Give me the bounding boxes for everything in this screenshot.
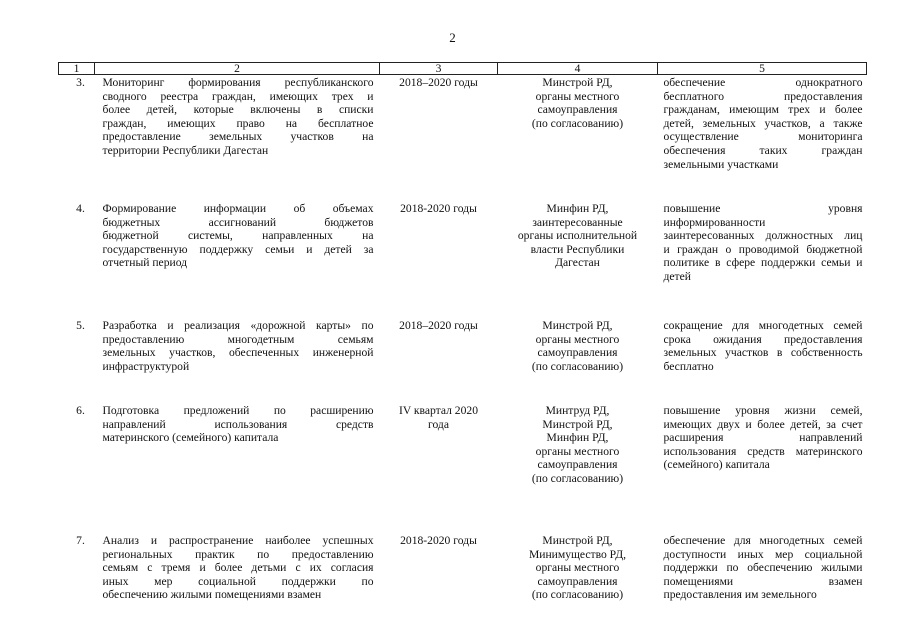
text-line: территории Республики Дагестан [102, 143, 269, 157]
text-line: бюджетной системы, направленных на [102, 229, 374, 243]
row-number: 6. [76, 404, 85, 417]
text-line: заинтересованных должностных лиц [663, 229, 863, 243]
text-line: бюджетных ассигнований бюджетов [102, 215, 374, 229]
text-line: иных мер социальной поддержки по [102, 574, 374, 588]
text-line: расширения направлений [663, 431, 863, 445]
text-line: органы местного [535, 332, 620, 346]
text-line: Подготовка предложений по расширению [102, 404, 374, 417]
column-header: 1 [59, 63, 95, 75]
text-line: обеспечение для многодетных семей [663, 534, 863, 547]
text-line: Мониторинг формирования республиканского [102, 76, 374, 89]
text-line: бесплатного предоставления [663, 89, 863, 103]
measure-description [95, 190, 380, 307]
text-line: (по согласованию) [531, 359, 624, 373]
text-line: отчетный период [102, 256, 188, 270]
text-line: гражданам, имеющим трех и более [663, 103, 863, 117]
column-header: 4 [498, 63, 658, 75]
text-line: IV квартал 2020 [399, 404, 478, 417]
text-line: направлений использования средств [102, 417, 374, 431]
text-line: самоуправления [537, 574, 618, 588]
expected-result [658, 75, 867, 191]
text-line: органы местного [535, 444, 620, 458]
text-line: детей [663, 269, 691, 283]
text-line: доступности иных мер социальной [663, 547, 863, 561]
table-row [59, 522, 867, 618]
text-line: более детей, которые включены в списки [102, 103, 374, 117]
text-line: материнского (семейного) капитала [102, 431, 279, 445]
implementation-period [380, 522, 498, 618]
text-line: года [428, 417, 449, 431]
text-line: Дагестан [555, 256, 600, 270]
implementation-period [380, 307, 498, 392]
text-line: осуществление мониторинга [663, 130, 863, 144]
table-row [59, 190, 867, 307]
text-line: 2018-2020 годы [400, 202, 477, 215]
row-number: 3. [76, 76, 85, 89]
text-line: (по согласованию) [531, 471, 624, 485]
text-line: заинтересованные [532, 215, 623, 229]
text-line: Минстрой РД, [542, 319, 613, 332]
text-line: сводного реестра граждан, имеющих трех и [102, 89, 374, 103]
text-line: имеющих двух и более детей, за счет [663, 417, 863, 431]
measure-description [95, 392, 380, 522]
text-line: земельных участков в собственность [663, 346, 863, 360]
text-line: органы исполнительной [517, 229, 638, 243]
text-line: самоуправления [537, 458, 618, 472]
responsible-executors [498, 392, 658, 522]
table-row [59, 392, 867, 522]
text-line: 2018–2020 годы [399, 76, 478, 89]
text-line: региональных практик по предоставлению [102, 547, 374, 561]
measure-description [95, 307, 380, 392]
text-line: предоставления им земельного [663, 588, 817, 602]
text-line: повышение уровня жизни семей, [663, 404, 863, 417]
text-line: Минстрой РД, [542, 417, 613, 431]
text-line: Минфин РД, [546, 431, 609, 445]
expected-result [658, 392, 867, 522]
text-line: и граждан о проводимой бюджетной [663, 242, 863, 256]
text-line: использования средств материнского [663, 444, 863, 458]
implementation-period [380, 392, 498, 522]
column-header: 5 [658, 63, 867, 75]
text-line: предоставление земельных участков на [102, 130, 374, 144]
text-line: органы местного [535, 89, 620, 103]
table-row [59, 75, 867, 191]
text-line: Минфин РД, [546, 202, 609, 215]
expected-result [658, 307, 867, 392]
implementation-period [380, 190, 498, 307]
text-line: самоуправления [537, 103, 618, 117]
text-line: земельных участков, обеспеченных инженерной [102, 346, 374, 360]
text-line: граждан, имеющих право на бесплатное [102, 116, 374, 130]
text-line: земельными участками [663, 157, 779, 171]
text-line: обеспечение однократного [663, 76, 863, 89]
text-line: бесплатно [663, 359, 714, 373]
table-row [59, 307, 867, 392]
text-line: Анализ и распространение наиболее успешных [102, 534, 374, 547]
measure-description [95, 75, 380, 191]
text-line: детей, земельных участков, а также [663, 116, 863, 130]
implementation-period [380, 75, 498, 191]
expected-result [658, 190, 867, 307]
text-line: обеспечения таких граждан [663, 143, 863, 157]
responsible-executors [498, 190, 658, 307]
text-line: (по согласованию) [531, 588, 624, 602]
text-line: самоуправления [537, 346, 618, 360]
responsible-executors [498, 522, 658, 618]
measures-table [58, 62, 867, 618]
text-line: Минимущество РД, [528, 547, 627, 561]
page-number: 2 [449, 30, 456, 45]
column-header: 2 [95, 63, 380, 75]
text-line: (семейного) капитала [663, 458, 770, 472]
text-line: власти Республики [530, 242, 625, 256]
text-line: Минстрой РД, [542, 534, 613, 547]
text-line: повышение уровня [663, 202, 863, 215]
text-line: Минстрой РД, [542, 76, 613, 89]
text-line: семьям с тремя и более детьми с их согласия [102, 561, 374, 575]
text-line: Минтруд РД, [545, 404, 610, 417]
text-line: 2018–2020 годы [399, 319, 478, 332]
text-line: информированности [663, 215, 766, 229]
text-line: инфраструктурой [102, 359, 190, 373]
responsible-executors [498, 307, 658, 392]
row-number: 4. [76, 202, 85, 215]
text-line: Формирование информации об объемах [102, 202, 374, 215]
table-header-row [59, 63, 867, 75]
row-number: 5. [76, 319, 85, 332]
text-line: органы местного [535, 561, 620, 575]
measure-description [95, 522, 380, 618]
text-line: политике в сфере поддержки семьи и [663, 256, 863, 270]
responsible-executors [498, 75, 658, 191]
text-line: помещениями взамен [663, 574, 863, 588]
text-line: государственную поддержку семьи и детей за [102, 242, 374, 256]
row-number: 7. [76, 534, 85, 547]
text-line: (по согласованию) [531, 116, 624, 130]
text-line: поддержки по обеспечению жилыми [663, 561, 863, 575]
expected-result [658, 522, 867, 618]
text-line: 2018-2020 годы [400, 534, 477, 547]
text-line: предоставлению многодетным семьям [102, 332, 374, 346]
text-line: Разработка и реализация «дорожной карты» по [102, 319, 374, 332]
text-line: обеспечению жилыми помещениями взамен [102, 588, 322, 602]
text-line: сокращение для многодетных семей [663, 319, 863, 332]
column-header: 3 [380, 63, 498, 75]
text-line: срока ожидания предоставления [663, 332, 863, 346]
